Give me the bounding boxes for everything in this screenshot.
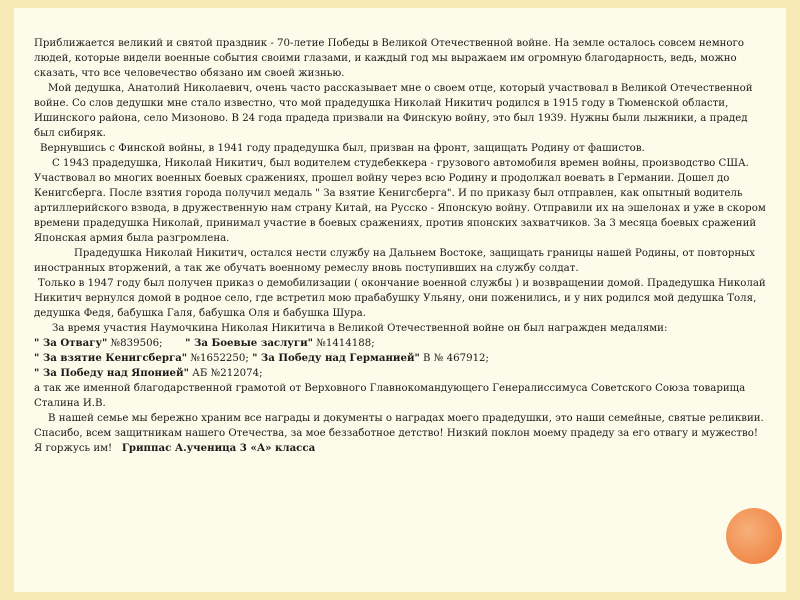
- slide: [14, 8, 786, 592]
- medal-name: " За Победу над Японией": [34, 367, 189, 379]
- paragraph-7: За время участия Наумочкина Николая Никитича в Великой Отечественной войне он был награжден медалями:: [52, 323, 668, 334]
- medals-line-3: [34, 366, 769, 381]
- medals-line-1: [34, 336, 769, 351]
- paragraph-8: а так же именной благодарственной грамотой от Верховного Главнокомандующего Генералиссимуса Советского Союза товарища Сталина И.В.: [34, 383, 746, 409]
- medal-number: В № 467912;: [419, 353, 489, 364]
- medal-name: " За взятие Кенигсберга": [34, 352, 188, 364]
- medal-name: " За Боевые заслуги": [185, 337, 313, 349]
- medal-number: №1414188;: [312, 338, 375, 349]
- paragraph-1: Приближается великий и святой праздник - 70-летие Победы в Великой Отечественной войне. На земле осталось совсем немного людей, которые видели военные события своими глазами, и каждый год мы выражаем им огромную благодарность, ведь, можно сказать, что все человечество обязано им своей жизнью.: [34, 38, 745, 79]
- paragraph-9: В нашей семье мы бережно храним все награды и документы о наградах моего прадедушки, это наши семейные, святые реликвии.: [48, 413, 764, 424]
- medal-name: " За Победу над Германией": [252, 352, 420, 364]
- paragraph-10: [34, 426, 769, 456]
- closing-text: Спасибо, всем защитникам нашего Отечества, за мое беззаботное детство! Низкий поклон моему прадеду за его отвагу и мужество! Я горжусь им!: [34, 428, 759, 454]
- medals-line-2: [34, 351, 769, 366]
- paragraph-4: С 1943 прадедушка, Николай Никитич, был водителем студебеккера - грузового автомобиля времен войны, производство США. Участвовал во многих военных боевых сражениях, прошел войну через всю Родину и продолжал воевать в Германии. Дошел до Кенигсберга. После взятия города получил медаль " За взятие Кенигсберга". И по приказу был отправлен, как опытный водитель артиллерийского взвода, в дружественную нам страну Китай, на Русско - Японскую войну. Отправили их на эшелонах и уже в скором времени прадедушка Николай, принимал участие в боевых сражениях, против японских захватчиков. За 3 месяца боевых сражений Японская армия была разгромлена.: [34, 158, 766, 244]
- essay-text: [34, 36, 769, 456]
- paragraph-6: Только в 1947 году был получен приказ о демобилизации ( окончание военной службы ) и возвращении домой. Прадедушка Николай Никитич вернулся домой в родное село, где встретил мою прабабушку Ульяну, они поженились, и у них родился мой дедушка Толя, дедушка Федя, бабушка Галя, бабушка Оля и бабушка Шура.: [34, 278, 766, 319]
- medal-name: " За Отвагу": [34, 337, 108, 349]
- paragraph-5: Прадедушка Николай Никитич, остался нести службу на Дальнем Востоке, защищать границы нашей Родины, от повторных иностранных вторжений, а так же обучать военному ремеслу вновь поступивших на службу солдат.: [34, 248, 756, 274]
- signature: Гриппас А.ученица 3 «А» класса: [121, 442, 316, 454]
- medal-number: №839506;: [107, 338, 163, 349]
- decorative-circle: [726, 508, 782, 564]
- paragraph-3: Вернувшись с Финской войны, в 1941 году прадедушка был, призван на фронт, защищать Родину от фашистов.: [40, 143, 645, 154]
- medal-number: АБ №212074;: [188, 368, 263, 379]
- paragraph-2: Мой дедушка, Анатолий Николаевич, очень часто рассказывает мне о своем отце, который участвовал в Великой Отечественной войне. Со слов дедушки мне стало известно, что мой прадедушка Николай Никитич родился в 1915 году в Тюменской области, Ишинского района, село Мизоново. В 24 года прадеда призвали на Финскую войну, это был 1939. Нужны были лыжники, а прадед был сибиряк.: [34, 83, 753, 139]
- medal-number: №1652250;: [187, 353, 249, 364]
